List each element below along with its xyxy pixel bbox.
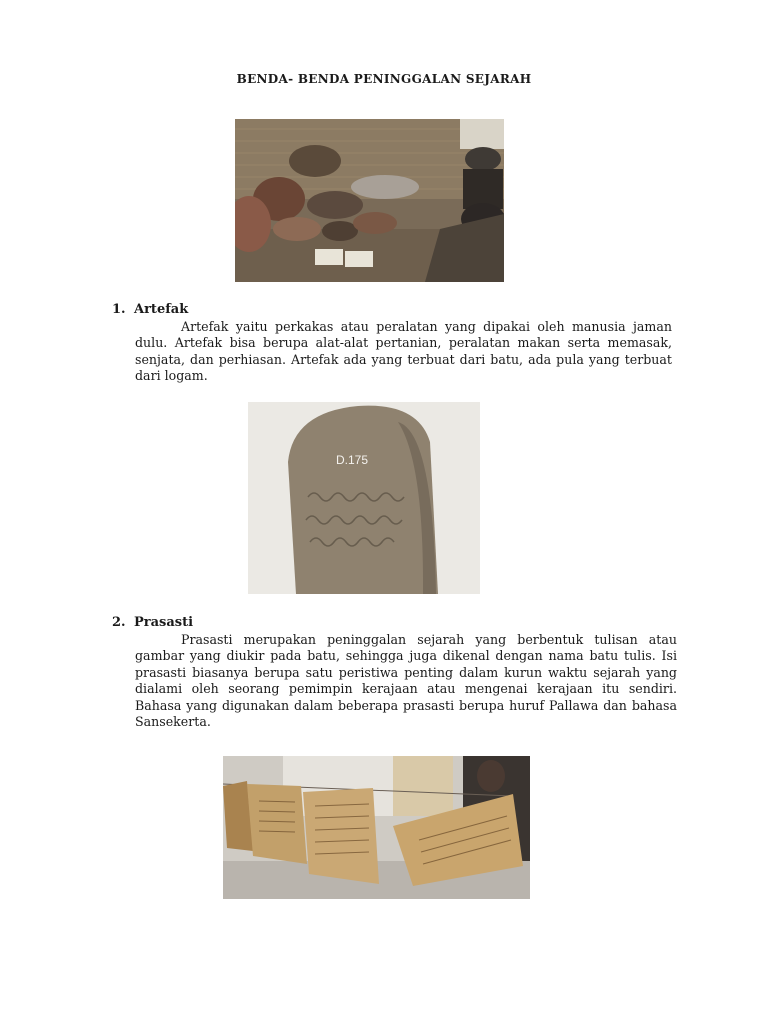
inscription-stone-photo	[248, 402, 480, 594]
paragraph-text: Artefak yaitu perkakas atau peralatan yang dipakai oleh manusia jaman dulu. Artefak bisa berupa alat-alat pertanian, peralatan makan serta memasak, senjata, dan perhiasan. Artefak ada yang terbuat dari batu, ada pula yang terbuat dari logam.	[135, 319, 672, 384]
section-heading-prasasti	[112, 615, 193, 630]
page-title: BENDA- BENDA PENINGGALAN SEJARAH	[236, 72, 532, 86]
inscription-label: D.175	[336, 453, 369, 467]
paragraph-text: Prasasti merupakan peninggalan sejarah yang berbentuk tulisan atau gambar yang diukir pada batu, sehingga juga dikenal dengan nama batu tulis. Isi prasasti biasanya berupa satu peristiwa penting dalam kurun waktu sejarah yang dialami oleh seorang pemimpin kerajaan atau mengenai kerajaan itu sendiri. Bahasa yang digunakan dalam beberapa prasasti berupa huruf Pallawa dan bahasa Sansekerta.	[135, 632, 677, 730]
section-paragraph-prasasti	[135, 632, 677, 730]
section-number: 1.	[112, 302, 126, 317]
section-title: Artefak	[134, 302, 189, 317]
section-number: 2.	[112, 615, 126, 630]
section-heading-artefak	[112, 302, 188, 317]
section-paragraph-artefak	[135, 319, 672, 385]
artefact-photo	[235, 119, 504, 282]
section-title: Prasasti	[134, 615, 194, 630]
manuscript-photo	[223, 756, 530, 899]
